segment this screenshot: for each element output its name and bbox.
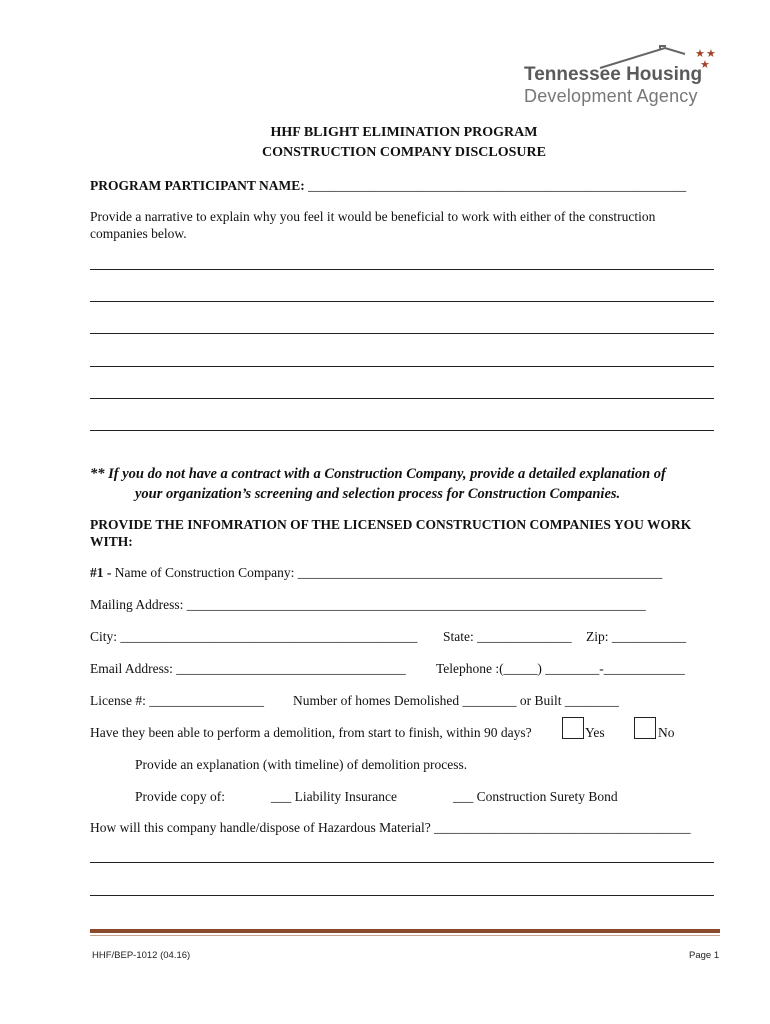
homes-demolished-built-field[interactable]: Number of homes Demolished ________ or Built ________ bbox=[293, 693, 619, 708]
hazardous-line-2[interactable] bbox=[90, 895, 714, 896]
company-name-row bbox=[90, 565, 662, 581]
svg-text:★: ★ bbox=[695, 47, 705, 60]
telephone-field[interactable]: Telephone :(_____) ________-____________ bbox=[436, 661, 685, 676]
svg-text:★: ★ bbox=[706, 47, 716, 60]
narrative-instruction-line2: companies below. bbox=[90, 226, 187, 241]
page-number: Page 1 bbox=[689, 950, 720, 961]
footer-divider bbox=[90, 929, 720, 933]
company-number: #1 - bbox=[90, 565, 112, 580]
logo-text-line1: Tennessee Housing bbox=[524, 64, 703, 85]
logo-text-line2: Development Agency bbox=[524, 86, 698, 106]
city-field[interactable]: City: ____________________________________________ bbox=[90, 629, 418, 644]
narrative-instruction-line1: Provide a narrative to explain why you feel it would be beneficial to work with either of the construction bbox=[90, 209, 656, 224]
no-checkbox[interactable] bbox=[634, 717, 656, 739]
provide-info-heading-line1: PROVIDE THE INFOMRATION OF THE LICENSED CONSTRUCTION COMPANIES YOU WORK bbox=[90, 517, 692, 532]
yes-checkbox[interactable] bbox=[562, 717, 584, 739]
document-title: HHF BLIGHT ELIMINATION PROGRAM bbox=[270, 125, 538, 140]
contract-note-line2: your organization’s screening and selection process for Construction Companies. bbox=[135, 486, 621, 502]
svg-text:★: ★ bbox=[700, 58, 710, 71]
provide-copy-label: Provide copy of: bbox=[135, 789, 225, 804]
document-subtitle: CONSTRUCTION COMPANY DISCLOSURE bbox=[262, 145, 546, 160]
no-label: No bbox=[658, 725, 675, 740]
demolition-90-days-question: Have they been able to perform a demolition, from start to finish, within 90 days? bbox=[90, 725, 532, 740]
participant-name-label: PROGRAM PARTICIPANT NAME: bbox=[90, 178, 305, 193]
participant-name-row bbox=[90, 178, 686, 194]
zip-field[interactable]: Zip: ___________ bbox=[586, 629, 687, 644]
narrative-line-5[interactable] bbox=[90, 398, 714, 399]
participant-name-field[interactable]: ________________________________________________________ bbox=[308, 178, 687, 193]
narrative-line-6[interactable] bbox=[90, 430, 714, 431]
license-field[interactable]: License #: _________________ bbox=[90, 693, 264, 708]
yes-label: Yes bbox=[585, 725, 605, 740]
narrative-line-3[interactable] bbox=[90, 333, 714, 334]
contract-note-line1: ** If you do not have a contract with a Construction Company, provide a detailed explanation of bbox=[90, 466, 666, 482]
footer-divider-thin bbox=[90, 935, 720, 936]
narrative-line-2[interactable] bbox=[90, 301, 714, 302]
tha-logo bbox=[520, 44, 730, 112]
mailing-address-field[interactable]: Mailing Address: ____________________________________________________________________ bbox=[90, 597, 646, 612]
liability-insurance-item[interactable]: ___ Liability Insurance bbox=[271, 789, 397, 804]
narrative-line-1[interactable] bbox=[90, 269, 714, 270]
hazardous-material-field[interactable]: How will this company handle/dispose of Hazardous Material? ______________________________________ bbox=[90, 820, 691, 835]
email-address-field[interactable]: Email Address: __________________________________ bbox=[90, 661, 406, 676]
surety-bond-item[interactable]: ___ Construction Surety Bond bbox=[453, 789, 618, 804]
demolition-explanation-instruction: Provide an explanation (with timeline) of demolition process. bbox=[135, 757, 468, 772]
state-field[interactable]: State: ______________ bbox=[443, 629, 572, 644]
hazardous-line-1[interactable] bbox=[90, 862, 714, 863]
provide-info-heading-line2: WITH: bbox=[90, 534, 133, 549]
company-name-field[interactable]: Name of Construction Company: ______________________________________________________ bbox=[114, 565, 663, 580]
narrative-line-4[interactable] bbox=[90, 366, 714, 367]
form-id: HHF/BEP-1012 (04.16) bbox=[92, 950, 191, 961]
